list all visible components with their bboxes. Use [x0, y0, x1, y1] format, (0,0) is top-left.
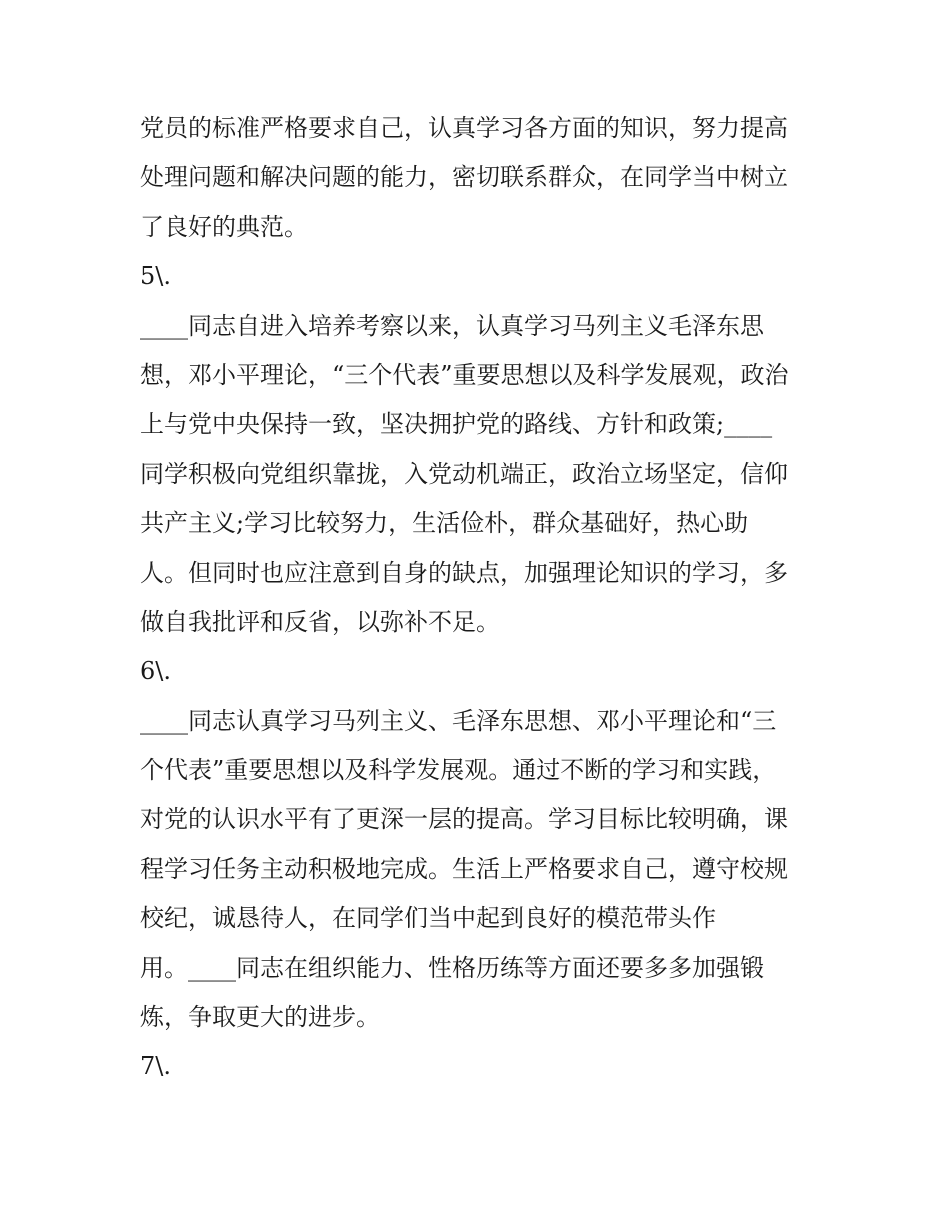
section-number: 7\. [140, 1052, 171, 1081]
text-line: 人。但同时也应注意到自身的缺点，加强理论知识的学习，多 [140, 558, 788, 587]
text-line: 程学习任务主动积极地完成。生活上严格要求自己，遵守校规 [140, 854, 788, 883]
text-line: 个代表”重要思想以及科学发展观。通过不断的学习和实践， [140, 756, 777, 785]
section-number: 6\. [140, 657, 171, 686]
document-body [140, 104, 820, 1092]
text-line: 上与党中央保持一致，坚决拥护党的路线、方针和政策;____ [140, 410, 773, 439]
text-line: 处理问题和解决问题的能力，密切联系群众，在同学当中树立 [140, 163, 788, 192]
text-line: 校纪，诚恳待人，在同学们当中起到良好的模范带头作 [140, 904, 716, 933]
text-line: ____同志认真学习马列主义、毛泽东思想、邓小平理论和“三 [140, 706, 777, 735]
section-number: 5\. [140, 262, 171, 291]
text-line: 对党的认识水平有了更深一层的提高。学习目标比较明确，课 [140, 805, 788, 834]
text-line: 共产主义;学习比较努力，生活俭朴，群众基础好，热心助 [140, 509, 749, 538]
text-line: 用。____同志在组织能力、性格历练等方面还要多多加强锻 [140, 953, 764, 982]
text-line: 了良好的典范。 [140, 212, 308, 241]
text-line: 想，邓小平理论，“三个代表”重要思想以及科学发展观，政治 [140, 360, 789, 389]
text-line: ____同志自进入培养考察以来，认真学习马列主义毛泽东思 [140, 311, 764, 340]
text-line: 党员的标准严格要求自己，认真学习各方面的知识，努力提高 [140, 114, 788, 142]
text-line: 炼，争取更大的进步。 [140, 1003, 380, 1032]
text-line: 同学积极向党组织靠拢，入党动机端正，政治立场坚定，信仰 [140, 459, 788, 488]
text-line: 做自我批评和反省，以弥补不足。 [140, 607, 500, 636]
